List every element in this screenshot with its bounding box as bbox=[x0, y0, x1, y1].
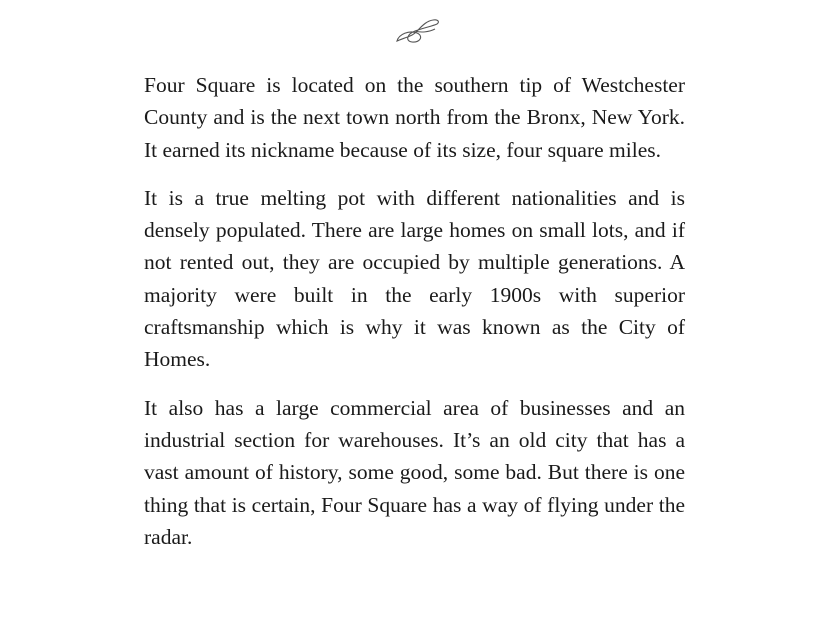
paragraph-2: It is a true melting pot with different nationalities and is densely populated. There are large homes on small lots, and if not rented out, they are occupied by multiple generations. A majority were built in the early 1900s with superior craftsmanship which is why it was known as the City of Homes. bbox=[144, 185, 685, 372]
paragraph-1: Four Square is located on the southern tip of Westchester County and is the next town north from the Bronx, New York. It earned its nickname because of its size, four square miles. bbox=[144, 73, 685, 162]
paragraph-3: It also has a large commercial area of businesses and an industrial section for warehouses. It’s an old city that has a vast amount of history, some good, some bad. But there is one thing that is certain, Four Square has a way of flying under the radar. bbox=[144, 395, 685, 549]
cut-off-glyph-icon bbox=[150, 0, 180, 2]
flourish-ornament-icon bbox=[393, 16, 441, 50]
body-text bbox=[144, 69, 685, 553]
previous-text-fragment bbox=[150, 0, 180, 2]
